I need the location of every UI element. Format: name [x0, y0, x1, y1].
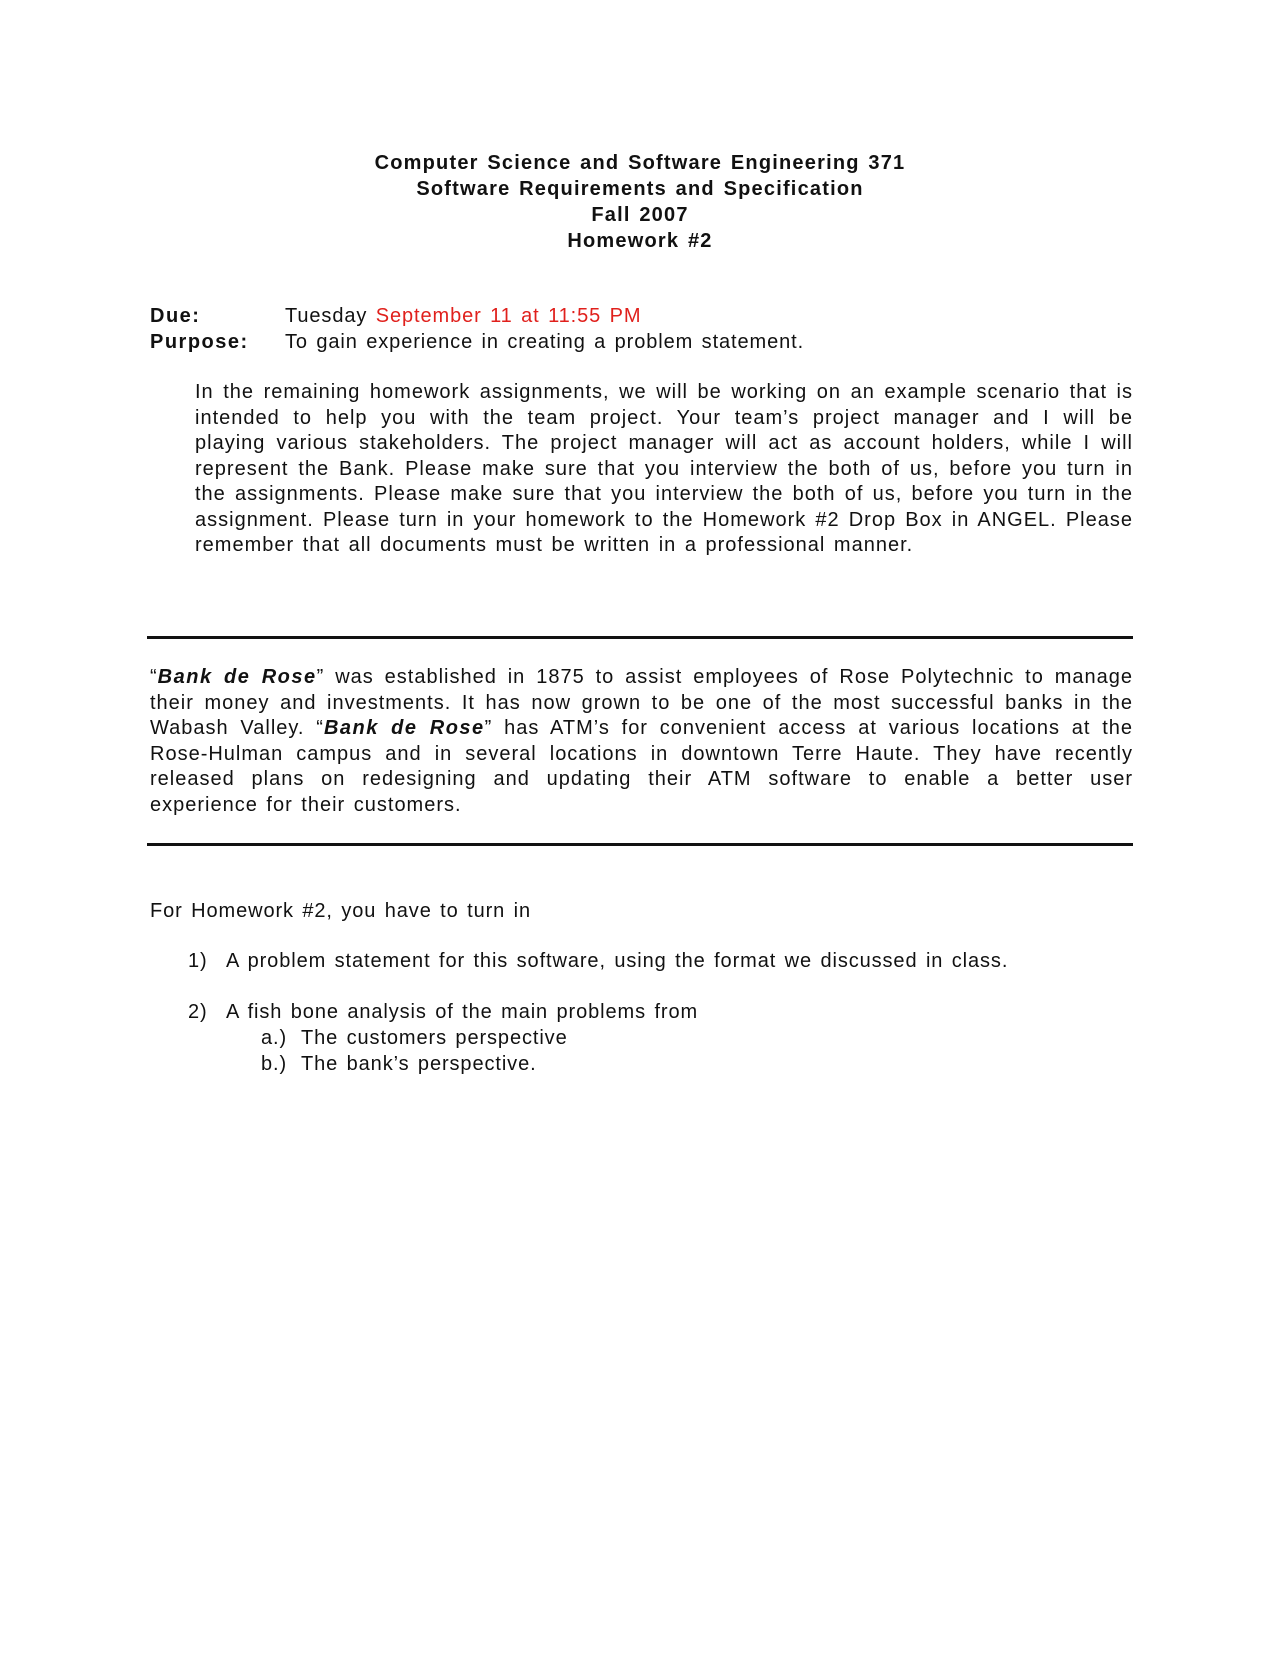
bank-name-2: Bank de Rose — [323, 717, 485, 739]
course-title: Computer Science and Software Engineering 371 — [374, 152, 906, 174]
list-number: 2) — [188, 1001, 208, 1023]
close-quote: ” — [316, 666, 325, 688]
sublist — [261, 1025, 1128, 1077]
divider-bottom — [147, 843, 1133, 846]
assignment-meta — [150, 303, 1130, 355]
close-quote-2: ” — [484, 717, 493, 739]
scenario-paragraph — [150, 665, 1133, 818]
list-number: 1) — [188, 950, 208, 972]
purpose-label: Purpose: — [150, 331, 249, 353]
sublist-text: The customers perspective — [301, 1027, 568, 1049]
due-datetime: September 11 at 11:55 PM — [375, 305, 642, 327]
sublist-item — [261, 1025, 1128, 1051]
assignment-title: Homework #2 — [567, 230, 713, 252]
term: Fall 2007 — [591, 204, 689, 226]
list-text: A fish bone analysis of the main problems from — [226, 1001, 699, 1023]
due-value — [285, 303, 641, 329]
sublist-item — [261, 1051, 1128, 1077]
list-item — [188, 948, 1128, 974]
scenario-text-2: has ATM’s for convenient access at various locations at the Rose-Hulman campus and in several locations in downtown Terre Haute. They have recently released plans on redesigning and updating their ATM software to enable a better user experience for their customers. — [150, 717, 1134, 816]
document-header — [0, 150, 1280, 254]
open-quote: “ — [150, 666, 158, 688]
sublist-letter: a.) — [261, 1027, 288, 1049]
list-item — [188, 999, 1128, 1077]
purpose-row — [150, 329, 1130, 355]
sublist-text: The bank’s perspective. — [301, 1053, 537, 1075]
list-item-row — [188, 999, 1128, 1025]
course-subtitle: Software Requirements and Specification — [416, 178, 864, 200]
open-quote-2: “ — [316, 717, 324, 739]
intro-paragraph: In the remaining homework assignments, we will be working on an example scenario that is intended to help you with the team project. Your team’s project manager and I will be playing various stakeholders. The project manager will act as account holders, while I will represent the Bank. Please make sure that you interview the both of us, before you turn in the assignments. Please make sure that you interview the both of us, before you turn in the assignment. Please turn in your homework to the Homework #2 Drop Box in ANGEL. Please remember that all documents must be written in a professional manner. — [195, 381, 1133, 556]
bank-name: Bank de Rose — [157, 666, 317, 688]
divider-top — [147, 636, 1133, 639]
list-text: A problem statement for this software, using the format we discussed in class. — [226, 950, 1009, 972]
purpose-text: To gain experience in creating a problem statement. — [285, 331, 805, 353]
sublist-letter: b.) — [261, 1053, 288, 1075]
deliverables-list — [188, 948, 1128, 1077]
due-row — [150, 303, 1130, 329]
due-label: Due: — [150, 305, 201, 327]
due-day: Tuesday — [285, 305, 368, 327]
deliverables-intro: For Homework #2, you have to turn in — [150, 900, 531, 922]
scenario-text-1: was established in 1875 to assist employees of Rose Polytechnic to manage their money and investments. It has now grown to be one of the most successful banks in the Wabash Valley. — [150, 666, 1134, 739]
